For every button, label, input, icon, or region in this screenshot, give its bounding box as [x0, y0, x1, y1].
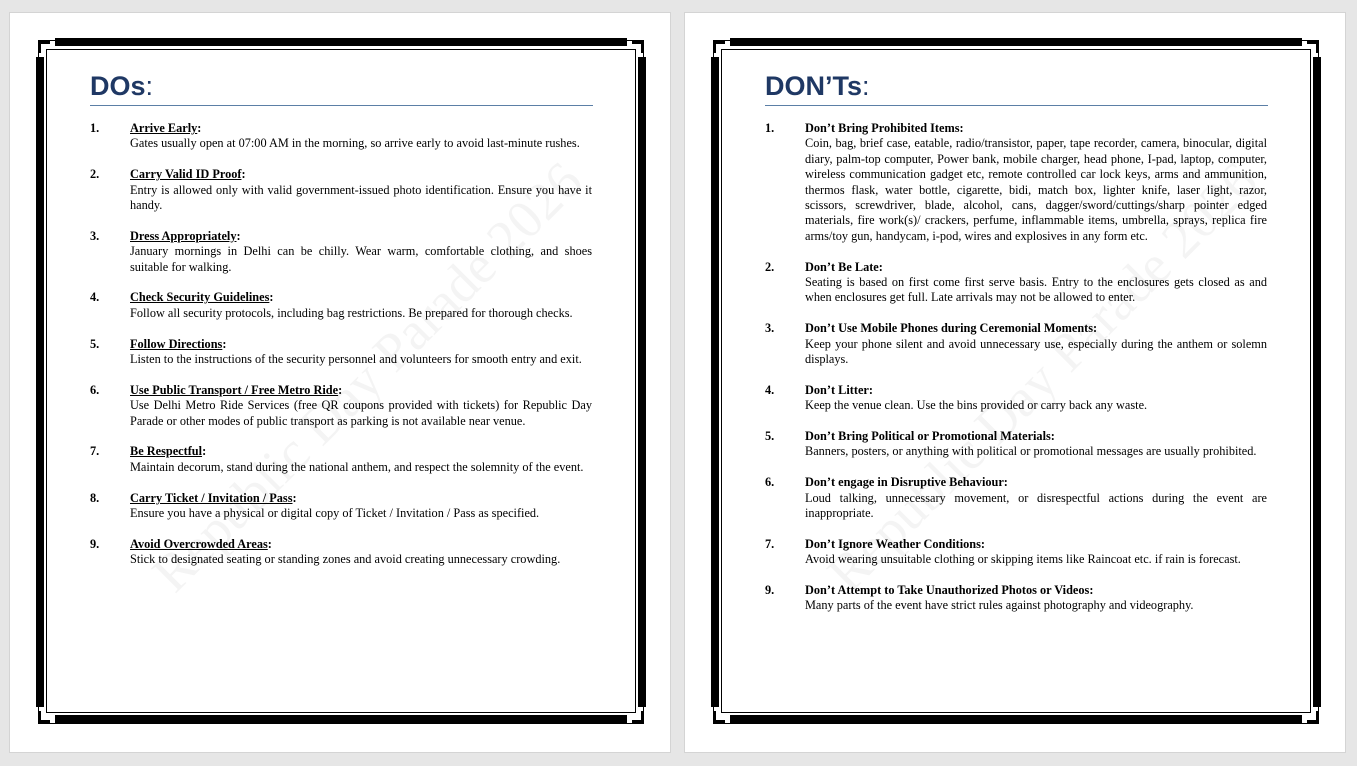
dos-item: [90, 167, 592, 213]
item-title: [130, 337, 592, 352]
item-title: [805, 583, 1267, 598]
item-number: 3.: [765, 321, 775, 336]
item-description: Follow all security protocols, including bag restrictions. Be prepared for thorough checks.: [130, 305, 573, 320]
item-title: [130, 383, 592, 398]
border-corner: [632, 711, 644, 723]
item-body: [805, 537, 1267, 568]
item-description: January mornings in Delhi can be chilly. Wear warm, comfortable clothing, and shoes suitable for walking.: [130, 244, 592, 274]
item-title: [805, 321, 1267, 336]
item-body: [805, 583, 1267, 614]
item-title-text: Don’t Litter:: [805, 382, 873, 397]
item-title: [130, 167, 592, 182]
donts-item: [765, 583, 1267, 614]
item-title: [130, 537, 592, 552]
dos-item: [90, 290, 592, 321]
heading-text: DOs: [90, 71, 146, 101]
border-band-right: [1313, 57, 1321, 707]
item-number: 6.: [90, 382, 100, 397]
dos-item: [90, 491, 592, 522]
donts-item: [765, 321, 1267, 367]
border-band-left: [711, 57, 719, 707]
border-corner: [713, 711, 725, 723]
item-title-colon: :: [222, 336, 227, 351]
item-title-text: Dress Appropriately: [130, 228, 237, 243]
item-title-colon: :: [236, 228, 241, 243]
item-title-text: Don’t Ignore Weather Conditions:: [805, 536, 986, 551]
item-title: [130, 229, 592, 244]
item-title-text: Don’t Attempt to Take Unauthorized Photos or Videos:: [805, 583, 1094, 598]
heading-text: DON’Ts: [765, 71, 863, 101]
border-band-top: [730, 38, 1302, 46]
item-title-text: Check Security Guidelines: [130, 290, 270, 305]
item-body: [805, 383, 1267, 414]
item-body: [805, 121, 1267, 244]
item-number: 4.: [90, 290, 100, 305]
donts-item: [765, 121, 1267, 244]
border-band-top: [55, 38, 627, 46]
item-description: Seating is based on first come first serve basis. Entry to the enclosures gets closed as and when enclosures get full. Late arrivals may not be allowed to enter.: [805, 275, 1267, 305]
dos-item: [90, 337, 592, 368]
item-description: Keep the venue clean. Use the bins provided or carry back any waste.: [805, 398, 1148, 413]
item-title-text: Be Respectful: [130, 444, 203, 459]
dos-item: [90, 229, 592, 275]
donts-item: [765, 383, 1267, 414]
item-description: Use Delhi Metro Ride Services (free QR coupons provided with tickets) for Republic Day Parade or other modes of public transport as parking is not available near venue.: [130, 398, 592, 428]
item-title: [805, 475, 1267, 490]
item-title-text: Use Public Transport / Free Metro Ride: [130, 382, 339, 397]
dos-item: [90, 444, 592, 475]
donts-list: [765, 121, 1267, 629]
donts-heading: [765, 69, 1268, 106]
item-number: 1.: [90, 121, 100, 135]
donts-item: [765, 475, 1267, 521]
border-corner: [38, 41, 50, 53]
item-number: 7.: [90, 444, 100, 459]
page-dos: [10, 13, 670, 752]
item-title: [805, 429, 1267, 444]
item-description: Loud talking, unnecessary movement, or disrespectful actions during the event are inappropriate.: [805, 490, 1267, 521]
border-band-bottom: [730, 715, 1302, 723]
item-number: 5.: [90, 336, 100, 351]
item-title-text: Carry Ticket / Invitation / Pass: [130, 490, 293, 505]
dos-item: [90, 383, 592, 429]
item-number: 1.: [765, 121, 775, 135]
item-description: Maintain decorum, stand during the national anthem, and respect the solemnity of the event.: [130, 459, 584, 474]
item-title-text: Arrive Early: [130, 121, 198, 135]
donts-item: [765, 260, 1267, 306]
item-body: [130, 537, 592, 568]
item-body: [805, 475, 1267, 521]
heading-colon: :: [862, 71, 870, 101]
item-description: Gates usually open at 07:00 AM in the morning, so arrive early to avoid last-minute rushes.: [130, 136, 580, 151]
item-description: Stick to designated seating or standing zones and avoid creating unnecessary crowding.: [130, 552, 561, 567]
item-description: Many parts of the event have strict rules against photography and videography.: [805, 598, 1194, 613]
item-number: 9.: [90, 536, 100, 551]
donts-item: [765, 537, 1267, 568]
item-title-text: Don’t Bring Prohibited Items:: [805, 121, 964, 135]
item-number: 2.: [765, 259, 775, 274]
item-description: Avoid wearing unsuitable clothing or skipping items like Raincoat etc. if rain is forecast.: [805, 552, 1241, 567]
border-corner: [632, 41, 644, 53]
item-title-colon: :: [197, 121, 202, 135]
item-title-colon: :: [292, 490, 297, 505]
item-description: Banners, posters, or anything with political or promotional messages are usually prohibited.: [805, 444, 1257, 459]
item-number: 6.: [765, 475, 775, 490]
item-title-colon: :: [269, 290, 274, 305]
item-number: 4.: [765, 382, 775, 397]
dos-heading: [90, 69, 593, 106]
heading-colon: :: [145, 71, 154, 101]
item-title-colon: :: [202, 444, 207, 459]
item-body: [130, 121, 592, 152]
item-number: 2.: [90, 167, 100, 182]
item-title: [805, 537, 1267, 552]
item-number: 9.: [765, 583, 775, 598]
item-number: 3.: [90, 228, 100, 243]
item-title: [130, 491, 592, 506]
border-corner: [1307, 711, 1319, 723]
item-body: [130, 383, 592, 429]
item-body: [130, 491, 592, 522]
item-description: Ensure you have a physical or digital copy of Ticket / Invitation / Pass as specified.: [130, 506, 540, 521]
border-band-left: [36, 57, 44, 707]
item-title-text: Follow Directions: [130, 336, 223, 351]
item-body: [130, 290, 592, 321]
border-corner: [38, 711, 50, 723]
item-title-text: Carry Valid ID Proof: [130, 167, 242, 182]
item-description: Keep your phone silent and avoid unnecessary use, especially during the anthem or solemn displays.: [805, 336, 1267, 367]
item-body: [805, 260, 1267, 306]
item-body: [130, 167, 592, 213]
border-corner: [713, 41, 725, 53]
item-title-text: Don’t Use Mobile Phones during Ceremonial Moments:: [805, 321, 1098, 336]
dos-list: [90, 121, 592, 583]
item-title: [805, 260, 1267, 275]
item-title: [805, 121, 1267, 136]
item-title-text: Don’t Be Late:: [805, 259, 883, 274]
item-title-colon: :: [338, 382, 343, 397]
border-corner: [1307, 41, 1319, 53]
item-description: Coin, bag, brief case, eatable, radio/transistor, paper, tape recorder, camera, binocular, digital diary, palm-top computer, Power bank, mobile charger, head phone, I-pad, laptop, computer, wireless communication gadget etc, remote controlled car lock keys, arms and ammunition, thermos flask, water bottle, cigarette, bidi, match box, lighter knife, laser light, razor, scissors, screwdriver, blade, alcohol, cans, dagger/sword/cuttings/sharp pointer edged materials, fire work(s)/ crackers, perfume, inflammable items, umbrella, sprays, replica fire arms/toy gun, handycam, i-pod, wires and explosives in any form etc.: [805, 136, 1267, 243]
item-title-text: Avoid Overcrowded Areas: [130, 536, 268, 551]
donts-item: [765, 429, 1267, 460]
item-body: [130, 337, 592, 368]
dos-item: [90, 121, 592, 152]
item-number: 8.: [90, 490, 100, 505]
border-band-right: [638, 57, 646, 707]
dos-item: [90, 537, 592, 568]
item-title: [130, 121, 592, 136]
item-body: [805, 429, 1267, 460]
item-title: [130, 444, 592, 459]
item-title-text: Don’t Bring Political or Promotional Materials:: [805, 429, 1055, 444]
item-body: [130, 229, 592, 275]
border-band-bottom: [55, 715, 627, 723]
item-title-colon: :: [267, 536, 272, 551]
item-number: 7.: [765, 536, 775, 551]
item-title: [130, 290, 592, 305]
item-body: [130, 444, 592, 475]
item-title-text: Don’t engage in Disruptive Behaviour:: [805, 475, 1008, 490]
item-description: Entry is allowed only with valid government-issued photo identification. Ensure you have it handy.: [130, 182, 592, 213]
page-donts: [685, 13, 1345, 752]
item-title: [805, 383, 1267, 398]
item-title-colon: :: [241, 167, 246, 182]
item-body: [805, 321, 1267, 367]
item-description: Listen to the instructions of the security personnel and volunteers for smooth entry and exit.: [130, 352, 582, 367]
item-number: 5.: [765, 429, 775, 444]
